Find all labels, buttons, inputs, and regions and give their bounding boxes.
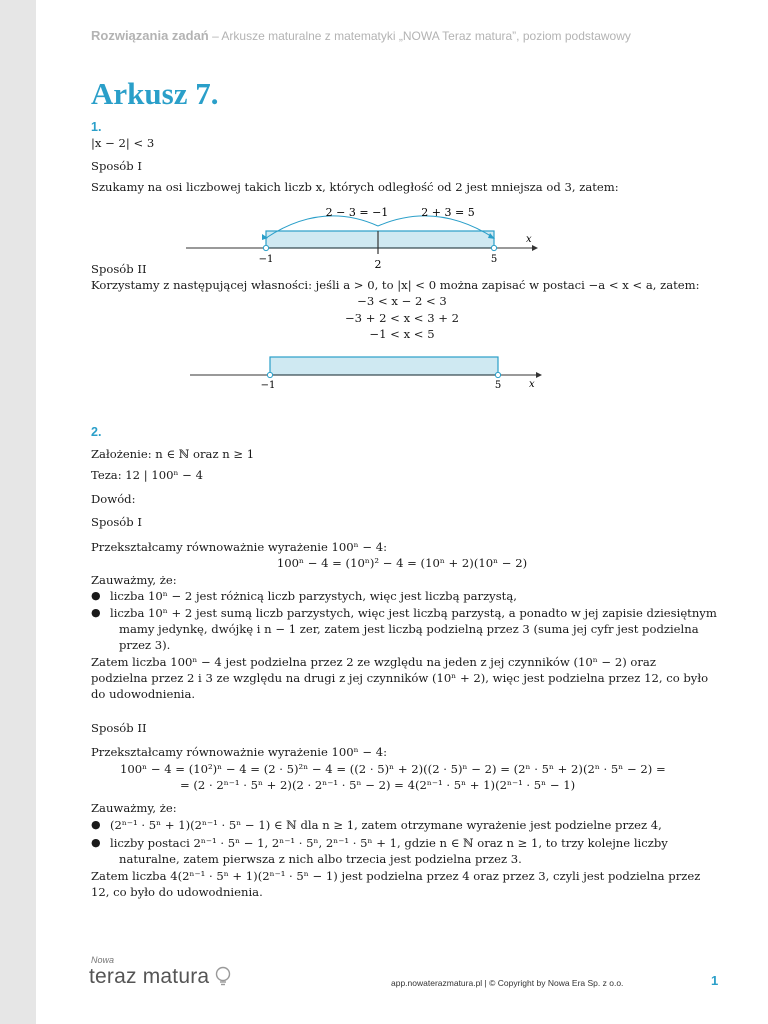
s2-equation-1: 100ⁿ − 4 = (10²)ⁿ − 4 = (2 · 5)²ⁿ − 4 = ((2 · 5)ⁿ + 2)((2 · 5)ⁿ − 2) = (2ⁿ · 5ⁿ + 2)(2ⁿ · 5ⁿ − 2) = <box>120 762 666 776</box>
page-title: Arkusz 7. <box>91 76 219 111</box>
bullet-dot: ● <box>91 818 101 831</box>
header-bold: Rozwiązania zadań <box>91 28 209 43</box>
s1-bullet-2-line-1: liczba 10ⁿ + 2 jest sumą liczb parzystych, więc jest liczbą parzystą, a ponadto w jej zapisie dziesiętnym <box>110 606 717 620</box>
footer-copyright: app.nowaterazmatura.pl | © Copyright by Nowa Era Sp. z o.o. <box>391 978 624 988</box>
s1-note: Zauważmy, że: <box>91 573 177 587</box>
task-1-number: 1. <box>91 120 102 134</box>
interval-box-1 <box>266 231 494 248</box>
s2-bullet-2-line-1: liczby postaci 2ⁿ⁻¹ · 5ⁿ − 1, 2ⁿ⁻¹ · 5ⁿ, 2ⁿ⁻¹ · 5ⁿ + 1, gdzie n ∈ ℕ oraz n ≥ 1, to trzy kolejne liczby <box>110 836 668 850</box>
s1-label: Sposób I <box>91 515 142 529</box>
footer-logo <box>89 955 232 989</box>
s1-bullet-1: liczba 10ⁿ − 2 jest różnicą liczb parzystych, więc jest liczbą parzystą, <box>110 589 517 603</box>
interval-box-2 <box>270 357 498 375</box>
step-1: −3 < x − 2 < 3 <box>357 294 447 308</box>
page-number: 1 <box>711 973 719 988</box>
s1-conclusion-3: do udowodnienia. <box>91 687 196 701</box>
tick-label-minus-1: −1 <box>258 254 274 265</box>
open-point-right <box>491 245 496 250</box>
axis-arrow-1 <box>532 245 538 251</box>
open-point-left-2 <box>267 372 272 377</box>
number-line-1 <box>176 196 556 276</box>
s2-bullet-2-line-2: naturalne, zatem pierwsza z nich albo trzecia jest podzielna przez 3. <box>119 852 522 866</box>
logo-big-text: teraz matura <box>89 965 210 988</box>
s1-conclusion-1: Zatem liczba 100ⁿ − 4 jest podzielna przez 2 ze względu na jeden z jej czynników (10ⁿ − 2) oraz <box>91 655 656 669</box>
method-2-label: Sposób II <box>91 262 147 276</box>
s2-bullet-1: (2ⁿ⁻¹ · 5ⁿ + 1)(2ⁿ⁻¹ · 5ⁿ − 1) ∈ ℕ dla n ≥ 1, zatem otrzymane wyrażenie jest podzielne przez 4, <box>110 818 662 832</box>
s2-intro: Przekształcamy równoważnie wyrażenie 100ⁿ − 4: <box>91 745 388 759</box>
method-1-text: Szukamy na osi liczbowej takich liczb x, których odległość od 2 jest mniejsza od 3, zatem: <box>91 180 619 194</box>
assumption: Założenie: n ∈ ℕ oraz n ≥ 1 <box>91 447 255 461</box>
running-header <box>91 28 631 43</box>
axis-arrow-2 <box>536 372 542 378</box>
thesis: Teza: 12 | 100ⁿ − 4 <box>91 468 203 482</box>
step-2: −3 + 2 < x < 3 + 2 <box>344 311 460 325</box>
tick-label-5: 5 <box>490 254 498 265</box>
s2-equation-2: = (2 · 2ⁿ⁻¹ · 5ⁿ + 2)(2 · 2ⁿ⁻¹ · 5ⁿ − 2) = 4(2ⁿ⁻¹ · 5ⁿ + 1)(2ⁿ⁻¹ · 5ⁿ − 1) <box>180 778 576 792</box>
method-1-label: Sposób I <box>91 159 142 173</box>
task-2-number: 2. <box>91 425 102 439</box>
axis-label-x-1: x <box>526 234 532 245</box>
bullet-dot: ● <box>91 606 101 619</box>
bullet-dot: ● <box>91 589 101 602</box>
s1-equation: 100ⁿ − 4 = (10ⁿ)² − 4 = (10ⁿ + 2)(10ⁿ − 2) <box>276 556 528 570</box>
s2-label: Sposób II <box>91 721 147 735</box>
logo-small-text: Nowa <box>91 955 115 965</box>
s1-bullet-2-line-3: przez 3). <box>119 638 171 652</box>
s1-intro: Przekształcamy równoważnie wyrażenie 100ⁿ − 4: <box>91 540 388 554</box>
s1-conclusion-2: podzielna przez 2 i 3 ze względu na drugi z jej czynników (10ⁿ + 2), więc jest podzielna przez 12, co było <box>91 671 709 685</box>
lightbulb-icon <box>214 966 232 986</box>
tick-label-2: 2 <box>374 258 382 271</box>
method-2-text: Korzystamy z następującej własności: jeśli a > 0, to |x| < 0 można zapisać w postaci −a < x < a, zatem: <box>91 278 700 292</box>
s2-note: Zauważmy, że: <box>91 801 177 815</box>
right-arc-label: 2 + 3 = 5 <box>421 206 475 219</box>
open-point-right-2 <box>495 372 500 377</box>
document-page <box>36 0 768 1024</box>
step-3: −1 < x < 5 <box>369 327 435 341</box>
tick-label-minus-1-b: −1 <box>260 380 276 391</box>
s1-bullet-2-line-2: mamy jedynkę, dwójkę i n − 1 zer, zatem jest liczbą podzielną przez 3 (suma jej cyfr jest podzielna <box>119 622 699 636</box>
number-line-2 <box>176 346 556 396</box>
s2-conclusion-1: Zatem liczba 4(2ⁿ⁻¹ · 5ⁿ + 1)(2ⁿ⁻¹ · 5ⁿ − 1) jest podzielna przez 4 oraz przez 3, czyli jest podzielna przez <box>91 869 701 883</box>
axis-label-x-2: x <box>529 379 535 390</box>
task-1-inequality: |x − 2| < 3 <box>91 136 155 150</box>
left-arc-label: 2 − 3 = −1 <box>325 206 389 219</box>
tick-label-5-b: 5 <box>494 380 502 391</box>
left-margin-strip <box>0 0 36 1024</box>
open-point-left <box>263 245 268 250</box>
bullet-dot: ● <box>91 836 101 849</box>
proof-label: Dowód: <box>91 492 136 506</box>
header-rest: – Arkusze maturalne z matematyki „NOWA Teraz matura”, poziom podstawowy <box>208 29 631 43</box>
s2-conclusion-2: 12, co było do udowodnienia. <box>91 885 263 899</box>
